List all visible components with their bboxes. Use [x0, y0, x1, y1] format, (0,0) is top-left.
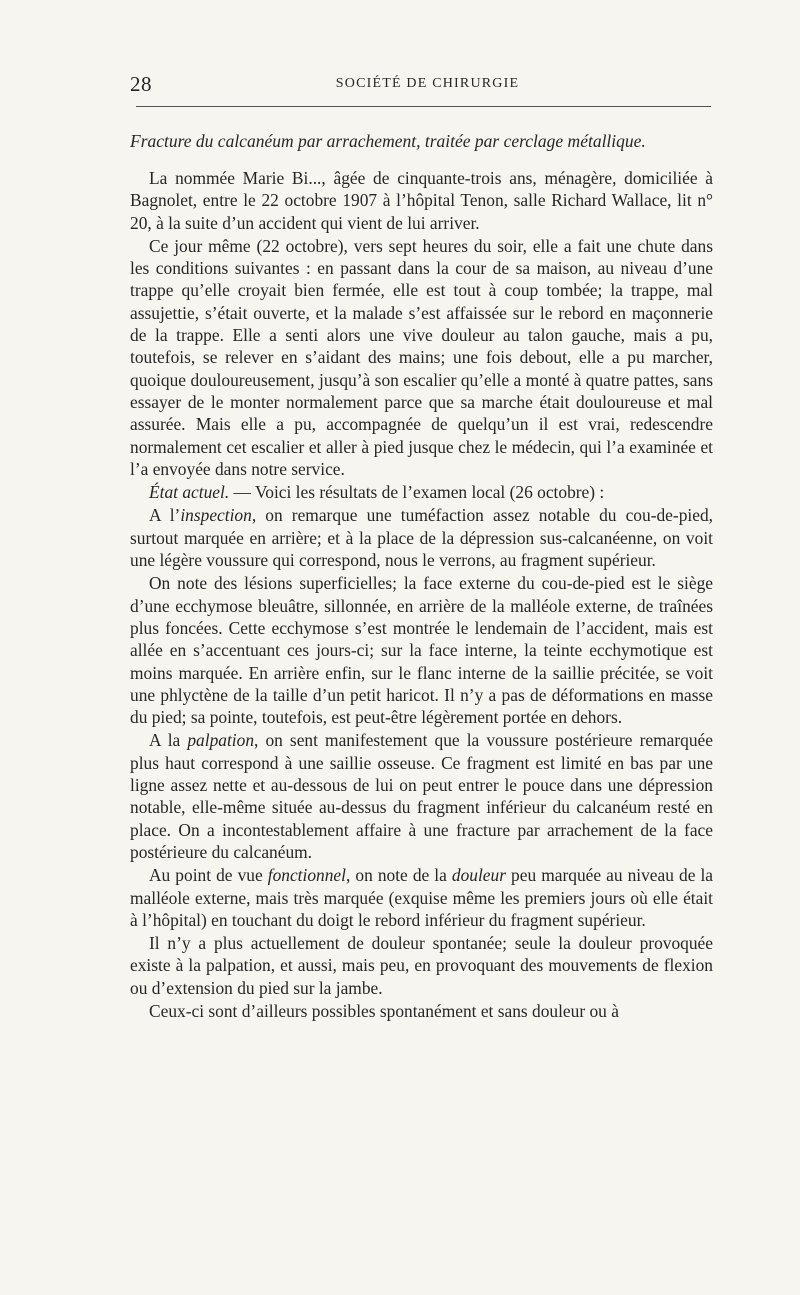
paragraph-accident: Ce jour même (22 octobre), vers sept heures du soir, elle a fait une chute dans les conditions suivantes : en passant dans la cour de sa maison, au niveau d’une trappe qu’elle croyait bien fermée, elle est tout à coup tombée; la trappe, mal assujettie, s’était ouverte, et la malade s’est affaissée sur le rebord en maçonnerie de la trappe. Elle a senti alors une vive douleur au talon gauche, mais a pu, toutefois, se relever en s’aidant des mains; une fois debout, elle a pu marcher, quoique douloureusement, jusqu’à son escalier qu’elle a monté à quatre pattes, sans essayer de le monter normalement parce que sa marche était douloureuse et mal assurée. Mais elle a pu, accompagnée de quelqu’un il est vrai, redescendre normalement cet escalier et aller à pied jusque chez le médecin, qui l’a examinée et l’a envoyée dans notre service. [130, 235, 713, 479]
term-fonctionnel: fonctionnel [267, 865, 346, 886]
running-title: SOCIÉTÉ DE CHIRURGIE [335, 76, 520, 91]
section-lead-etat-actuel: État actuel. [149, 482, 230, 503]
paragraph-lesions: On note des lésions superficielles; la face externe du cou-de-pied est le siège d’une ecchymose bleuâtre, sillonnée, en arrière de la malléole externe, de traînées plus foncées. Cette ecchymose s’est montrée le lendemain de l’accident, mais est allée en s’accentuant ces jours-ci; sur la face interne, la teinte ecchymotique est moins marquée. En arrière enfin, sur le flanc interne de la saillie précitée, se voit une phlyctène de la taille d’un petit haricot. Il n’y a pas de déformations en masse du pied; sa pointe, toutefois, est peut-être légèrement portée en dehors. [130, 573, 713, 728]
paragraph-inspection: A l’inspection, on remarque une tuméfaction assez notable du cou-de-pied, surtout marquée en arrière; et à la place de la dépression sus-calcanéenne, on voit une légère voussure qui correspond, nous le verrons, au fragment supérieur. [130, 505, 713, 571]
page-number: 28 [130, 72, 152, 96]
paragraph-etat-actuel: État actuel. — Voici les résultats de l’examen local (26 octobre) : [149, 482, 605, 503]
article-title: Fracture du calcanéum par arrachement, traitée par cerclage métallique. [130, 131, 646, 151]
article-body [130, 167, 713, 1022]
term-inspection: inspection [180, 505, 252, 526]
document-page [130, 72, 713, 1023]
header-rule [136, 106, 711, 107]
paragraph-mouvements: Ceux-ci sont d’ailleurs possibles spontanément et sans douleur ou à [149, 1000, 619, 1021]
paragraph-admission: La nommée Marie Bi..., âgée de cinquante-trois ans, ménagère, domiciliée à Bagnolet, entre le 22 octobre 1907 à l’hôpital Tenon, salle Richard Wallace, lit n° 20, à la suite d’un accident qui vient de lui arriver. [130, 168, 713, 233]
paragraph-fonctionnel: Au point de vue fonctionnel, on note de la douleur peu marquée au niveau de la malléole externe, mais très marquée (exquise même les premiers jours où elle était à l’hôpital) en touchant du doigt le rebord inférieur du fragment supérieur. [130, 865, 714, 930]
paragraph-douleur-provoquee: Il n’y a plus actuellement de douleur spontanée; seule la douleur provoquée existe à la palpation, et aussi, mais peu, en provoquant des mouvements de flexion ou d’extension du pied sur la jambe. [130, 933, 713, 998]
paragraph-palpation: A la palpation, on sent manifestement que la voussure postérieure remarquée plus haut correspond à une saillie osseuse. Ce fragment est limité en bas par une ligne assez nette et au-dessous de lui on peut entrer le pouce dans une dépression notable, elle-même située au-dessus du fragment inférieur du calcanéum resté en place. On a incontestablement affaire à une fracture par arrachement de la face postérieure du calcanéum. [130, 730, 713, 862]
term-palpation: palpation [187, 730, 255, 751]
term-douleur: douleur [451, 865, 506, 886]
page-header [130, 72, 713, 98]
